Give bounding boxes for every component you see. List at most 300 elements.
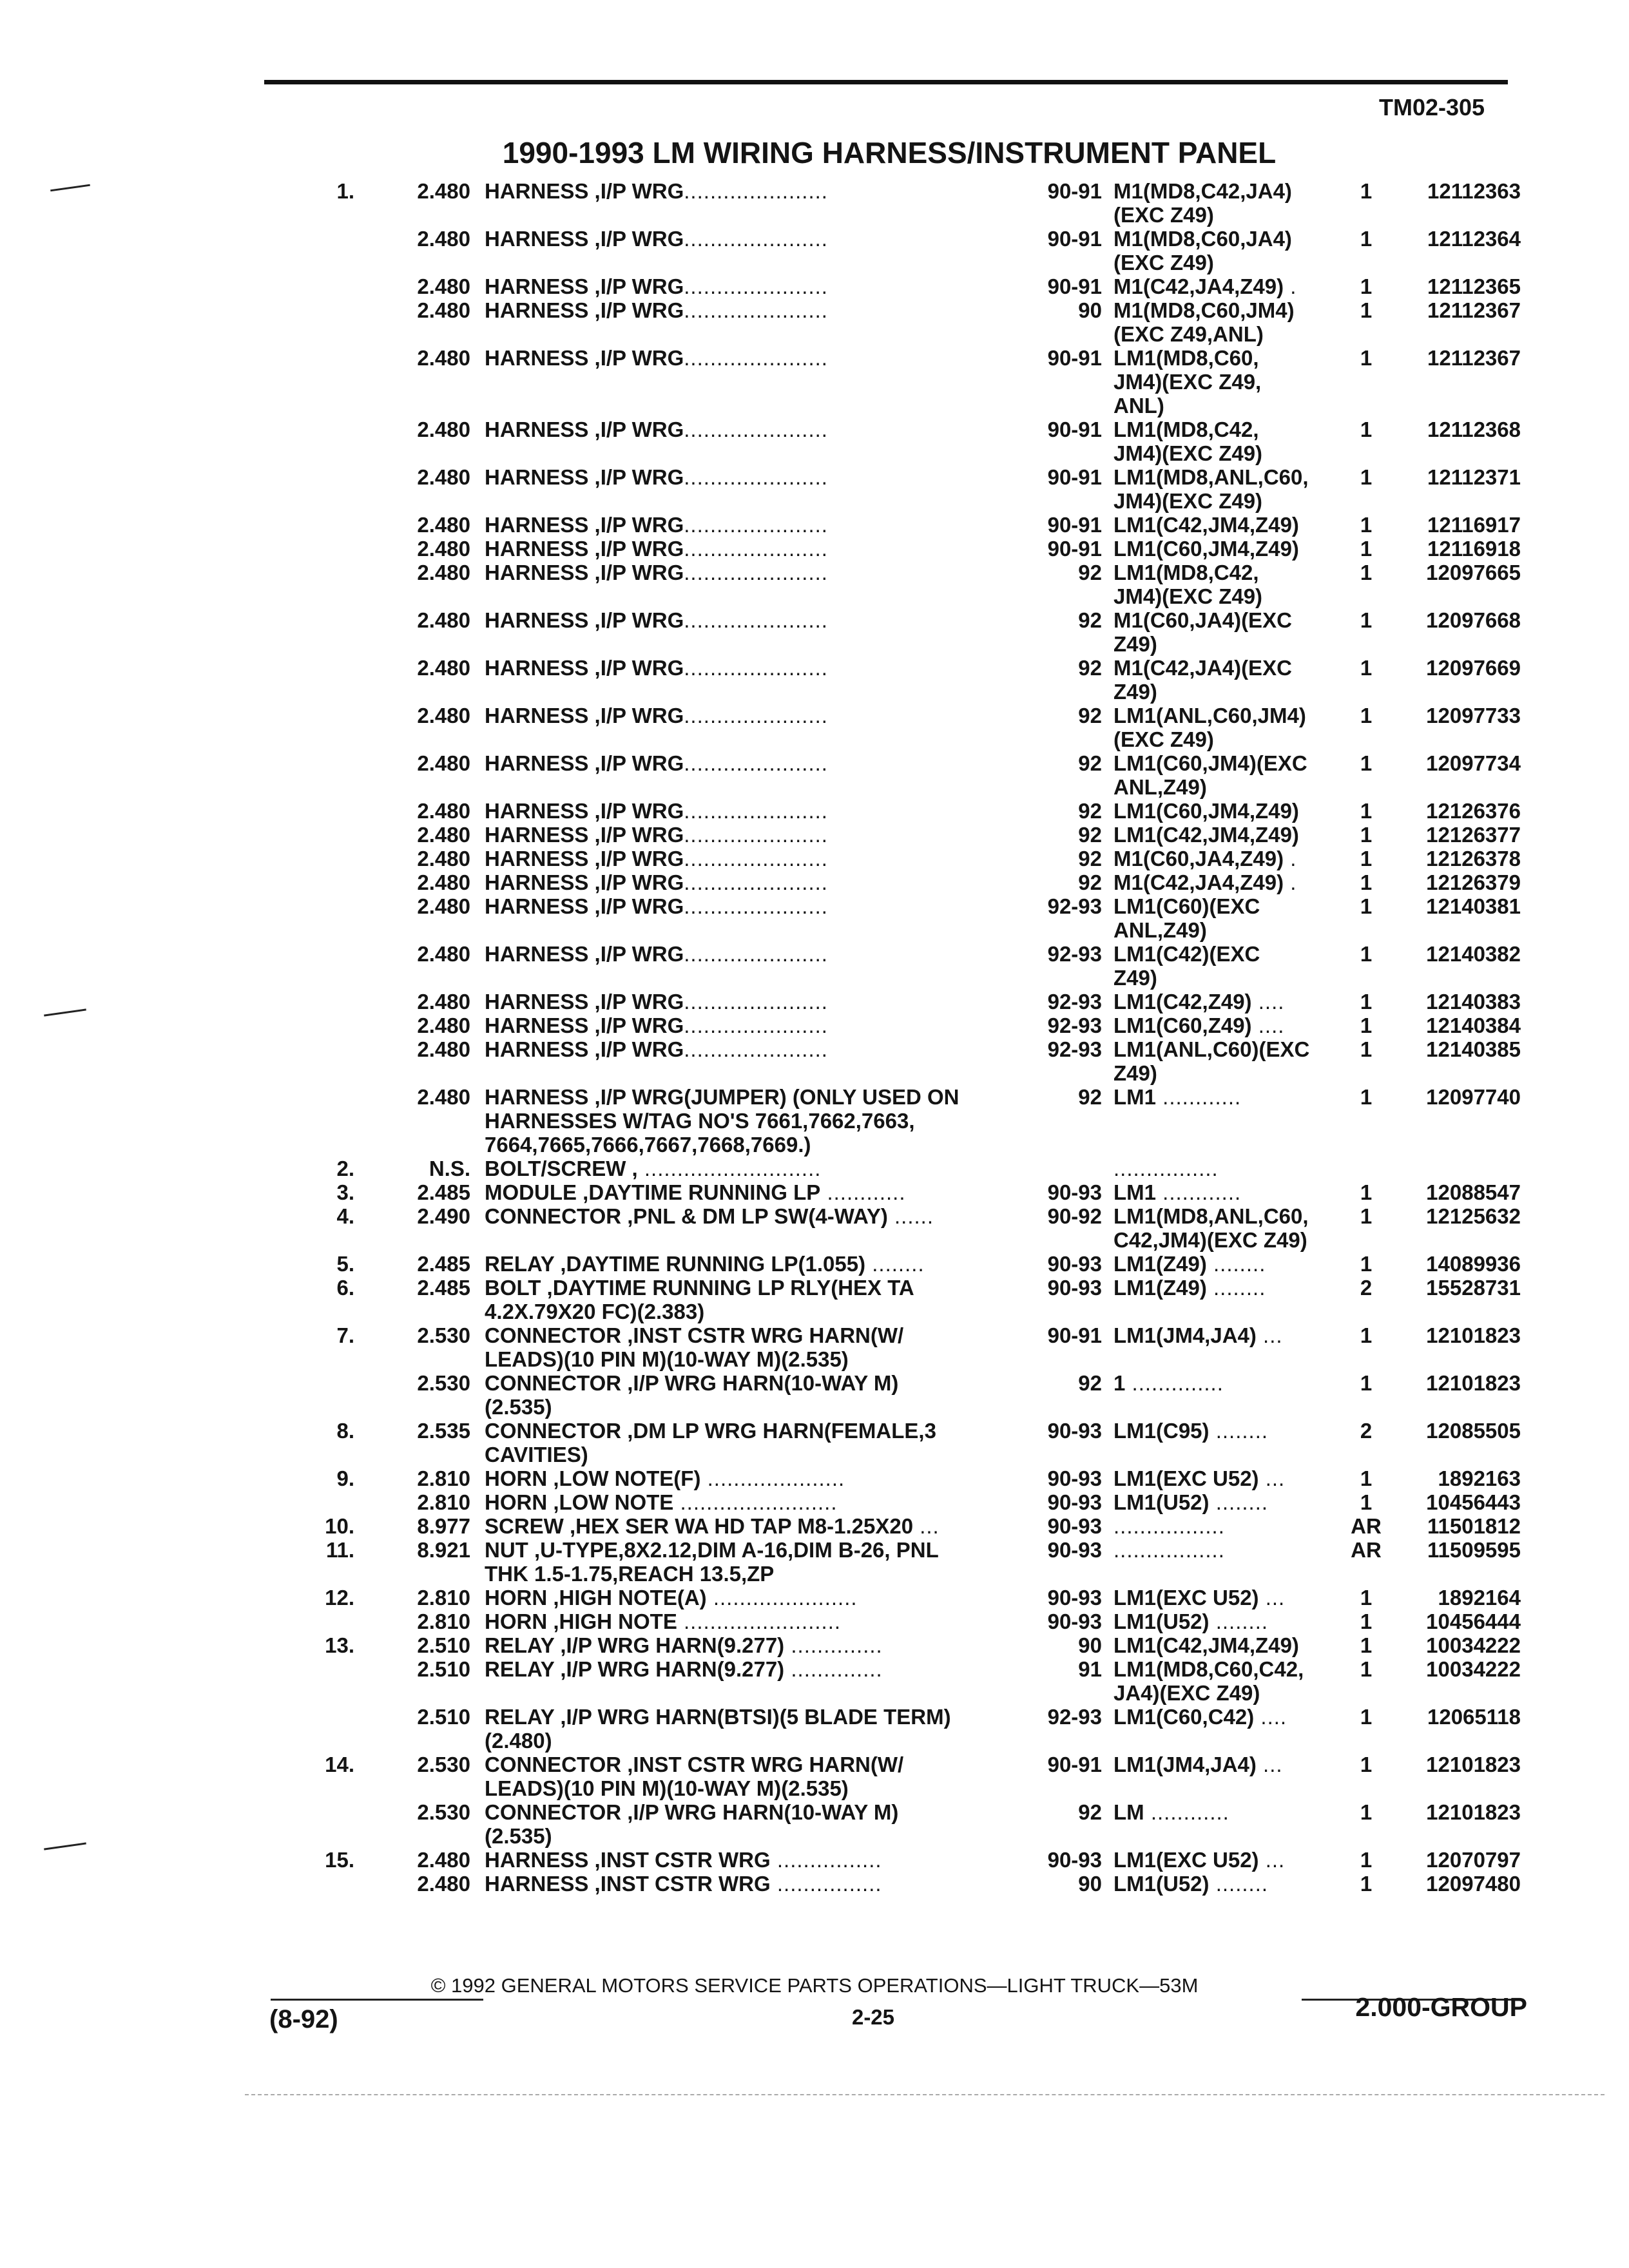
model-years: 90 (1078, 1633, 1102, 1657)
description-text: RELAY ,I/P WRG HARN(BTSI)(5 BLADE TERM) (2.480) (485, 1705, 951, 1753)
description-text: RELAY ,I/P WRG HARN(9.277) (485, 1657, 785, 1681)
dot-leader: ...................... (684, 418, 828, 441)
part-number: 12065118 (1427, 1705, 1521, 1729)
quantity: 1 (1360, 537, 1373, 561)
dot-leader: ... (1258, 1466, 1286, 1490)
model-years: 92 (1078, 656, 1102, 680)
model-usage (1113, 1490, 1358, 1514)
model-years: 92-93 (1047, 894, 1102, 918)
description-text: HARNESS ,I/P WRG (485, 942, 684, 966)
dot-leader: . (1284, 274, 1297, 298)
dot-leader: ........ (1209, 1490, 1269, 1514)
dot-leader: ...................... (684, 1014, 828, 1037)
quantity: 1 (1360, 418, 1373, 441)
dot-leader: ........ (1206, 1252, 1266, 1276)
model-text: LM1(C60,Z49) (1113, 1014, 1252, 1037)
model-years: 90-92 (1047, 1204, 1102, 1228)
description-text: HARNESS ,I/P WRG (485, 656, 684, 680)
model-usage (1113, 894, 1358, 942)
quantity: 1 (1360, 1872, 1373, 1896)
description-text: CONNECTOR ,INST CSTR WRG HARN(W/ LEADS)(10 PIN M)(10-WAY M)(2.535) (485, 1323, 904, 1371)
parts-row (0, 227, 1629, 274)
group-number: 2.530 (417, 1753, 470, 1776)
figure-number: 14. (325, 1753, 354, 1776)
footer-page-number: 2-25 (851, 2005, 895, 2029)
part-number: 12140382 (1426, 942, 1521, 966)
quantity: 1 (1360, 1204, 1373, 1228)
dot-leader: ................. (1113, 1538, 1225, 1562)
model-text: M1(C60,JA4)(EXC Z49) (1113, 608, 1292, 656)
description-text: RELAY ,DAYTIME RUNNING LP(1.055) (485, 1252, 866, 1276)
model-usage (1113, 1872, 1358, 1896)
description-text: HARNESS ,I/P WRG (485, 346, 684, 370)
model-usage (1113, 1848, 1358, 1872)
part-number: 12097668 (1426, 608, 1521, 632)
figure-number: 6. (336, 1276, 354, 1300)
figure-number: 8. (336, 1419, 354, 1443)
dot-leader: ........................... (637, 1157, 822, 1180)
part-number: 12097665 (1426, 561, 1521, 584)
group-number: 2.510 (417, 1657, 470, 1681)
parts-row (0, 1610, 1629, 1633)
parts-row (0, 1800, 1629, 1848)
dot-leader: ...................... (684, 894, 828, 918)
description-text: MODULE ,DAYTIME RUNNING LP (485, 1180, 821, 1204)
group-number: 2.480 (417, 561, 470, 584)
dot-leader: ...................... (684, 608, 828, 632)
group-number: 2.480 (417, 227, 470, 251)
quantity: 1 (1360, 1610, 1373, 1633)
description-text: NUT ,U-TYPE,8X2.12,DIM A-16,DIM B-26, PNL THK 1.5-1.75,REACH 13.5,ZP (485, 1538, 939, 1586)
model-years: 92-93 (1047, 942, 1102, 966)
description-text: HARNESS ,I/P WRG (485, 847, 684, 870)
parts-row (0, 346, 1629, 418)
dot-leader: ... (913, 1514, 940, 1538)
model-years: 90-93 (1047, 1848, 1102, 1872)
parts-row (0, 1323, 1629, 1371)
model-years: 90-91 (1047, 1753, 1102, 1776)
dot-leader: ........ (1206, 1276, 1266, 1300)
model-usage (1113, 513, 1358, 537)
figure-number: 1. (336, 179, 354, 203)
parts-row (0, 1037, 1629, 1085)
dot-leader: ...................... (684, 346, 828, 370)
parts-row (0, 1085, 1629, 1157)
quantity: 1 (1360, 227, 1373, 251)
dot-leader: ................ (770, 1872, 882, 1896)
dot-leader: ...................... (684, 799, 828, 823)
model-years: 90-93 (1047, 1252, 1102, 1276)
dot-leader: ................ (1113, 1157, 1219, 1180)
model-text: LM1(C60,JM4,Z49) (1113, 537, 1299, 561)
model-years: 91 (1078, 1657, 1102, 1681)
description-text: HARNESS ,I/P WRG (485, 894, 684, 918)
quantity: 1 (1360, 1490, 1373, 1514)
parts-row (0, 1466, 1629, 1490)
parts-row (0, 1490, 1629, 1514)
model-usage (1113, 561, 1358, 608)
description-text: HORN ,HIGH NOTE(A) (485, 1586, 707, 1610)
group-number: 2.480 (417, 847, 470, 870)
model-usage (1113, 537, 1358, 561)
part-number: 12126378 (1426, 847, 1521, 870)
model-usage (1113, 1252, 1358, 1276)
quantity: 1 (1360, 1466, 1373, 1490)
model-years: 90-91 (1047, 537, 1102, 561)
description-text: CONNECTOR ,PNL & DM LP SW(4-WAY) (485, 1204, 888, 1228)
model-usage (1113, 1204, 1358, 1252)
part-number: 12112364 (1427, 227, 1521, 251)
model-usage (1113, 346, 1358, 418)
bottom-rule (245, 2094, 1605, 2097)
model-text: LM1(C42,JM4,Z49) (1113, 513, 1299, 537)
quantity: 1 (1360, 1800, 1373, 1824)
description-text: HORN ,LOW NOTE(F) (485, 1466, 701, 1490)
quantity: 1 (1360, 608, 1373, 632)
figure-number: 10. (325, 1514, 354, 1538)
quantity: 1 (1360, 799, 1373, 823)
group-number: 2.485 (417, 1180, 470, 1204)
description-text: HARNESS ,INST CSTR WRG (485, 1848, 771, 1872)
dot-leader: ...................... (684, 537, 828, 561)
quantity: 1 (1360, 823, 1373, 847)
model-text: LM1(ANL,C60,JM4) (EXC Z49) (1113, 704, 1306, 751)
group-number: 2.480 (417, 346, 470, 370)
dot-leader: ................ (770, 1848, 882, 1872)
model-text: LM1(JM4,JA4) (1113, 1753, 1257, 1776)
group-number: 2.480 (417, 298, 470, 322)
group-number: 2.480 (417, 465, 470, 489)
description-text: HARNESS ,I/P WRG (485, 274, 684, 298)
part-number: 12070797 (1426, 1848, 1521, 1872)
quantity: 1 (1360, 1085, 1373, 1109)
model-text: LM1(C60,JM4,Z49) (1113, 799, 1299, 823)
dot-leader: ........ (1209, 1872, 1269, 1896)
model-years: 90-91 (1047, 179, 1102, 203)
model-usage (1113, 1276, 1358, 1300)
model-usage (1113, 1037, 1358, 1085)
group-number: 2.530 (417, 1323, 470, 1347)
dot-leader: ...................... (684, 298, 828, 322)
quantity: 1 (1360, 1586, 1373, 1610)
model-usage (1113, 465, 1358, 513)
model-years: 90-91 (1047, 227, 1102, 251)
figure-number: 7. (336, 1323, 354, 1347)
footer-rule-left (271, 1999, 483, 2001)
dot-leader: . (1284, 870, 1297, 894)
part-number: 12116917 (1427, 513, 1521, 537)
part-number: 12112365 (1427, 274, 1521, 298)
dot-leader: ............ (1144, 1800, 1229, 1824)
parts-row (0, 1514, 1629, 1538)
parts-row (0, 799, 1629, 823)
model-usage (1113, 227, 1358, 274)
part-number: 12101823 (1426, 1753, 1521, 1776)
parts-row (0, 656, 1629, 704)
dot-leader: ... (1258, 1848, 1286, 1872)
quantity: 1 (1360, 870, 1373, 894)
description-text: BOLT ,DAYTIME RUNNING LP RLY(HEX TA 4.2X.79X20 FC)(2.383) (485, 1276, 914, 1323)
group-number: 8.977 (417, 1514, 470, 1538)
parts-row (0, 1014, 1629, 1037)
model-years: 90-91 (1047, 418, 1102, 441)
dot-leader: ...................... (684, 513, 828, 537)
parts-row (0, 823, 1629, 847)
part-number: 15528731 (1426, 1276, 1521, 1300)
group-number: 8.921 (417, 1538, 470, 1562)
page-title: 1990-1993 LM WIRING HARNESS/INSTRUMENT PANEL (502, 136, 1277, 169)
model-text: LM1 (1113, 1180, 1156, 1204)
footer-group: 2.000-GROUP (1355, 1992, 1527, 2022)
description-text: HARNESS ,I/P WRG (485, 704, 684, 727)
model-usage (1113, 1180, 1358, 1204)
dot-leader: ........................ (677, 1610, 842, 1633)
quantity: 1 (1360, 561, 1373, 584)
parts-row (0, 608, 1629, 656)
group-number: 2.480 (417, 608, 470, 632)
model-text: LM1(U52) (1113, 1490, 1210, 1514)
group-number: 2.480 (417, 704, 470, 727)
model-usage (1113, 1014, 1358, 1037)
description-text: HARNESS ,I/P WRG (485, 870, 684, 894)
model-usage (1113, 751, 1358, 799)
parts-row (0, 298, 1629, 346)
figure-number: 12. (325, 1586, 354, 1610)
dot-leader: ..................... (700, 1466, 845, 1490)
model-years: 92-93 (1047, 1705, 1102, 1729)
model-usage (1113, 298, 1358, 346)
model-text: LM1(U52) (1113, 1872, 1210, 1896)
dot-leader: . (1284, 847, 1297, 870)
description-text: HARNESS ,I/P WRG (485, 823, 684, 847)
model-years: 92 (1078, 751, 1102, 775)
group-number: N.S. (429, 1157, 470, 1180)
parts-row (0, 1848, 1629, 1872)
model-years: 90-93 (1047, 1538, 1102, 1562)
group-number: 2.480 (417, 1014, 470, 1037)
model-usage (1113, 1157, 1358, 1180)
dot-leader: .............. (1125, 1371, 1224, 1395)
model-years: 90-91 (1047, 513, 1102, 537)
group-number: 2.480 (417, 751, 470, 775)
model-years: 90-93 (1047, 1276, 1102, 1300)
part-number: 12140383 (1426, 990, 1521, 1014)
part-number: 12101823 (1426, 1371, 1521, 1395)
dot-leader: ............ (820, 1180, 906, 1204)
quantity: 1 (1360, 513, 1373, 537)
dot-leader: ...................... (684, 847, 828, 870)
quantity: 1 (1360, 894, 1373, 918)
parts-row (0, 1419, 1629, 1466)
dot-leader: .... (1251, 990, 1285, 1014)
group-number: 2.480 (417, 274, 470, 298)
parts-row (0, 537, 1629, 561)
model-years: 92 (1078, 608, 1102, 632)
dot-leader: ............ (1156, 1085, 1242, 1109)
part-number: 11509595 (1427, 1538, 1521, 1562)
model-years: 90-91 (1047, 346, 1102, 370)
part-number: 12140381 (1426, 894, 1521, 918)
model-usage (1113, 1323, 1358, 1347)
description-text: HARNESS ,I/P WRG (485, 537, 684, 561)
description-text: HARNESS ,I/P WRG (485, 799, 684, 823)
dot-leader: ...................... (684, 1037, 828, 1061)
group-number: 2.510 (417, 1633, 470, 1657)
quantity: 1 (1360, 990, 1373, 1014)
dot-leader: ...................... (684, 561, 828, 584)
model-years: 92 (1078, 1085, 1102, 1109)
model-usage (1113, 870, 1358, 894)
description-text: HARNESS ,I/P WRG (485, 298, 684, 322)
description-text: HARNESS ,I/P WRG (485, 608, 684, 632)
group-number: 2.480 (417, 799, 470, 823)
dot-leader: ...................... (684, 942, 828, 966)
model-text: LM1(MD8,C60, JM4)(EXC Z49, ANL) (1113, 346, 1262, 418)
part-number: 10034222 (1426, 1633, 1521, 1657)
group-number: 2.810 (417, 1586, 470, 1610)
part-number: 10034222 (1426, 1657, 1521, 1681)
group-number: 2.480 (417, 990, 470, 1014)
model-text: LM1(C42)(EXC Z49) (1113, 942, 1260, 990)
part-number: 10456444 (1426, 1610, 1521, 1633)
model-text: LM1(C42,JM4,Z49) (1113, 823, 1299, 847)
model-years: 90 (1078, 1872, 1102, 1896)
description-text: HARNESS ,I/P WRG (485, 1014, 684, 1037)
model-text: LM1(U52) (1113, 1610, 1210, 1633)
quantity: 1 (1360, 1848, 1373, 1872)
description-text: HARNESS ,I/P WRG (485, 990, 684, 1014)
model-years: 90-93 (1047, 1514, 1102, 1538)
quantity: 1 (1360, 298, 1373, 322)
model-usage (1113, 179, 1358, 227)
figure-number: 15. (325, 1848, 354, 1872)
group-number: 2.530 (417, 1800, 470, 1824)
parts-row (0, 1371, 1629, 1419)
model-text: LM1(EXC U52) (1113, 1848, 1259, 1872)
model-usage (1113, 704, 1358, 751)
part-number: 12140385 (1426, 1037, 1521, 1061)
model-usage (1113, 799, 1358, 823)
parts-row (0, 751, 1629, 799)
description-text: CONNECTOR ,DM LP WRG HARN(FEMALE,3 CAVITIES) (485, 1419, 936, 1466)
model-usage (1113, 1633, 1358, 1657)
model-years: 92 (1078, 1800, 1102, 1824)
figure-number: 5. (336, 1252, 354, 1276)
parts-row (0, 704, 1629, 751)
model-text: LM1 (1113, 1085, 1156, 1109)
quantity: 1 (1360, 1753, 1373, 1776)
group-number: 2.485 (417, 1276, 470, 1300)
model-usage (1113, 1657, 1358, 1705)
model-text: M1(C42,JA4,Z49) (1113, 274, 1284, 298)
description-text: HARNESS ,I/P WRG (485, 465, 684, 489)
quantity: 1 (1360, 465, 1373, 489)
model-text: LM1(EXC U52) (1113, 1466, 1259, 1490)
part-number: 12097734 (1426, 751, 1521, 775)
model-usage (1113, 1610, 1358, 1633)
model-text: LM1(C60)(EXC ANL,Z49) (1113, 894, 1260, 942)
description-text: HARNESS ,I/P WRG (485, 227, 684, 251)
quantity: 1 (1360, 179, 1373, 203)
parts-row (0, 870, 1629, 894)
parts-row (0, 1204, 1629, 1252)
model-years: 90-93 (1047, 1610, 1102, 1633)
part-number: 12097740 (1426, 1085, 1521, 1109)
group-number: 2.490 (417, 1204, 470, 1228)
description-text: HARNESS ,I/P WRG (485, 561, 684, 584)
dot-leader: ...................... (706, 1586, 858, 1610)
top-rule (264, 80, 1508, 84)
dot-leader: ...... (887, 1204, 934, 1228)
model-text: LM1(C42,JM4,Z49) (1113, 1633, 1299, 1657)
part-number: 12112363 (1427, 179, 1521, 203)
quantity: 2 (1360, 1419, 1373, 1443)
model-usage (1113, 1753, 1358, 1776)
parts-row (0, 1180, 1629, 1204)
group-number: 2.810 (417, 1466, 470, 1490)
model-text: M1(C42,JA4)(EXC Z49) (1113, 656, 1292, 704)
model-usage (1113, 1514, 1358, 1538)
quantity: 1 (1360, 346, 1373, 370)
group-number: 2.480 (417, 894, 470, 918)
model-usage (1113, 1705, 1358, 1729)
part-number: 12112367 (1427, 298, 1521, 322)
model-years: 92 (1078, 799, 1102, 823)
dot-leader: .............. (784, 1657, 883, 1681)
description-text: HARNESS ,I/P WRG (485, 1037, 684, 1061)
model-text: LM1(EXC U52) (1113, 1586, 1259, 1610)
model-text: M1(C42,JA4,Z49) (1113, 870, 1284, 894)
model-usage (1113, 1419, 1358, 1443)
model-text: LM (1113, 1800, 1144, 1824)
part-number: 12126376 (1426, 799, 1521, 823)
figure-number: 9. (336, 1466, 354, 1490)
model-usage (1113, 942, 1358, 990)
dot-leader: ... (1256, 1323, 1283, 1347)
part-number: 12112368 (1427, 418, 1521, 441)
model-years: 90-93 (1047, 1490, 1102, 1514)
dot-leader: .............. (784, 1633, 883, 1657)
dot-leader: ...................... (684, 751, 828, 775)
model-text: LM1(MD8,ANL,C60, C42,JM4)(EXC Z49) (1113, 1204, 1309, 1252)
part-number: 10456443 (1426, 1490, 1521, 1514)
quantity: 1 (1360, 1037, 1373, 1061)
group-number: 2.810 (417, 1610, 470, 1633)
parts-row (0, 1276, 1629, 1323)
group-number: 2.480 (417, 537, 470, 561)
model-years: 92 (1078, 870, 1102, 894)
parts-row (0, 274, 1629, 298)
group-number: 2.510 (417, 1705, 470, 1729)
dot-leader: ...................... (684, 227, 828, 251)
model-text: LM1(Z49) (1113, 1276, 1207, 1300)
model-years: 90-93 (1047, 1419, 1102, 1443)
figure-number: 2. (336, 1157, 354, 1180)
quantity: AR (1351, 1538, 1382, 1562)
parts-row (0, 1538, 1629, 1586)
model-usage (1113, 1371, 1358, 1395)
group-number: 2.480 (417, 1848, 470, 1872)
quantity: 1 (1360, 1014, 1373, 1037)
description-text: HARNESS ,I/P WRG (485, 179, 684, 203)
part-number: 12088547 (1426, 1180, 1521, 1204)
footer-copyright: © 1992 GENERAL MOTORS SERVICE PARTS OPERATIONS—LIGHT TRUCK—53M (430, 1974, 1199, 1997)
group-number: 2.480 (417, 870, 470, 894)
dot-leader: ........ (865, 1252, 925, 1276)
figure-number: 13. (325, 1633, 354, 1657)
dot-leader: ...................... (684, 823, 828, 847)
model-text: 1 (1113, 1371, 1126, 1395)
